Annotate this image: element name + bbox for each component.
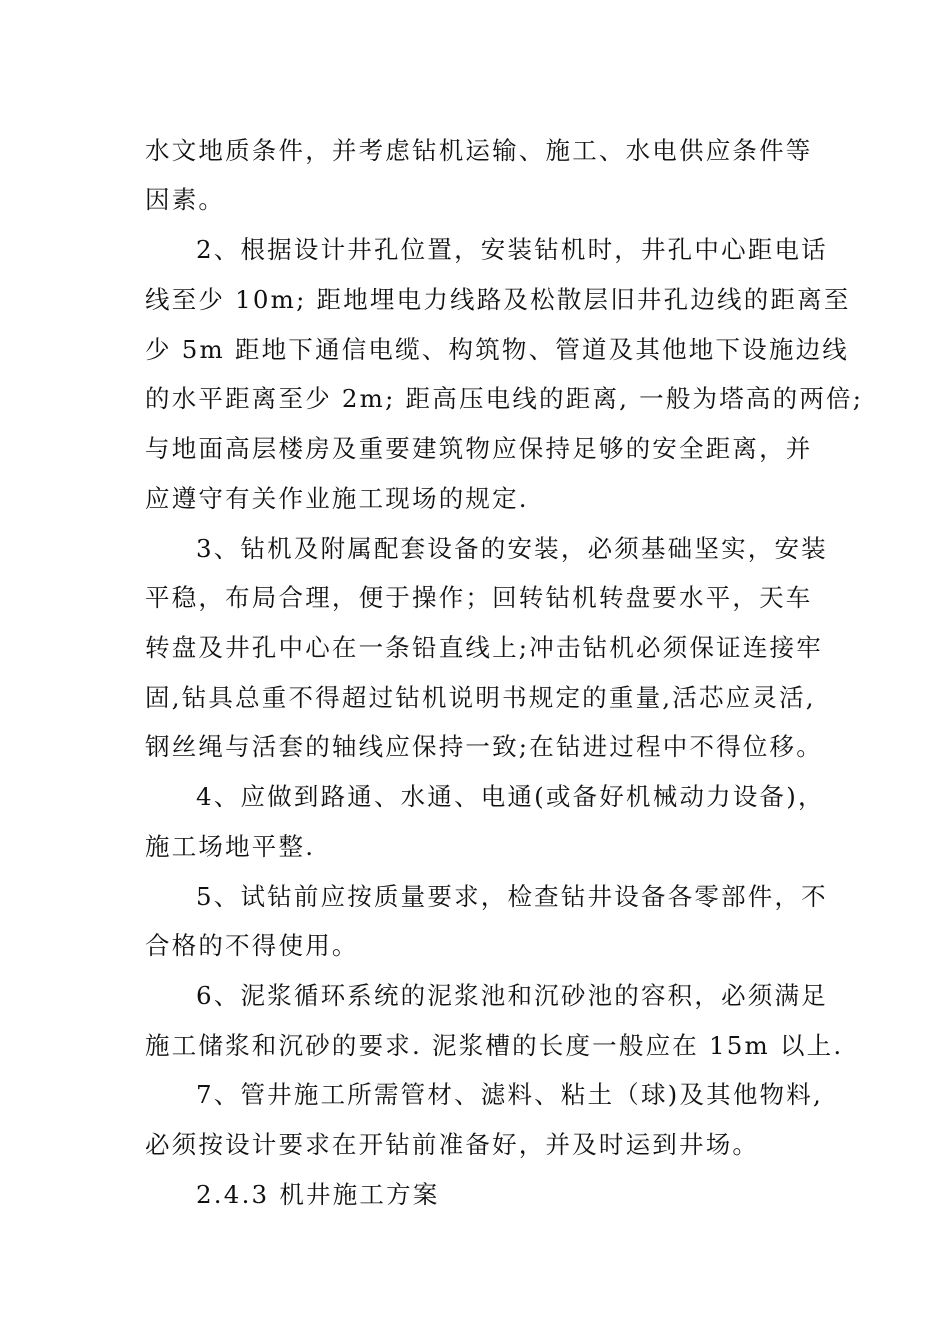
text-line: 的水平距离至少 2m; 距高压电线的距离, 一般为塔高的两倍; xyxy=(145,384,864,413)
text-line: 应遵守有关作业施工现场的规定. xyxy=(145,484,529,513)
paragraph-7-start: 7、管井施工所需管材、滤料、粘土（球)及其他物料, xyxy=(196,1080,823,1109)
text-line: 因素。 xyxy=(145,185,226,214)
paragraph-4-start: 4、应做到路通、水通、电通(或备好机械动力设备)， xyxy=(196,782,825,811)
paragraph-3-start: 3、钻机及附属配套设备的安装，必须基础坚实，安装 xyxy=(196,534,828,563)
text-line: 固,钻具总重不得超过钻机说明书规定的重量,活芯应灵活, xyxy=(145,683,816,712)
paragraph-6-start: 6、泥浆循环系统的泥浆池和沉砂池的容积，必须满足 xyxy=(196,981,828,1010)
paragraph-2-start: 2、根据设计井孔位置，安装钻机时，井孔中心距电话 xyxy=(196,235,828,264)
text-line: 必须按设计要求在开钻前准备好，并及时运到井场。 xyxy=(145,1130,760,1159)
paragraph-5-start: 5、试钻前应按质量要求，检查钻井设备各零部件，不 xyxy=(196,882,828,911)
text-line: 钢丝绳与活套的轴线应保持一致;在钻进过程中不得位移。 xyxy=(145,732,823,761)
text-line: 与地面高层楼房及重要建筑物应保持足够的安全距离，并 xyxy=(145,434,813,463)
section-heading: 2.4.3 机井施工方案 xyxy=(196,1180,440,1209)
text-line: 施工储浆和沉砂的要求. 泥浆槽的长度一般应在 15m 以上. xyxy=(145,1031,844,1060)
text-line: 线至少 10m; 距地埋电力线路及松散层旧井孔边线的距离至 xyxy=(145,285,851,314)
text-line: 水文地质条件，并考虑钻机运输、施工、水电供应条件等 xyxy=(145,136,813,165)
text-line: 转盘及井孔中心在一条铅直线上;冲击钻机必须保证连接牢 xyxy=(145,633,823,662)
text-line: 少 5m 距地下通信电缆、构筑物、管道及其他地下设施边线 xyxy=(145,335,849,364)
text-line: 平稳，布局合理，便于操作；回转钻机转盘要水平，天车 xyxy=(145,583,813,612)
text-line: 施工场地平整. xyxy=(145,832,316,861)
text-line: 合格的不得使用。 xyxy=(145,931,359,960)
